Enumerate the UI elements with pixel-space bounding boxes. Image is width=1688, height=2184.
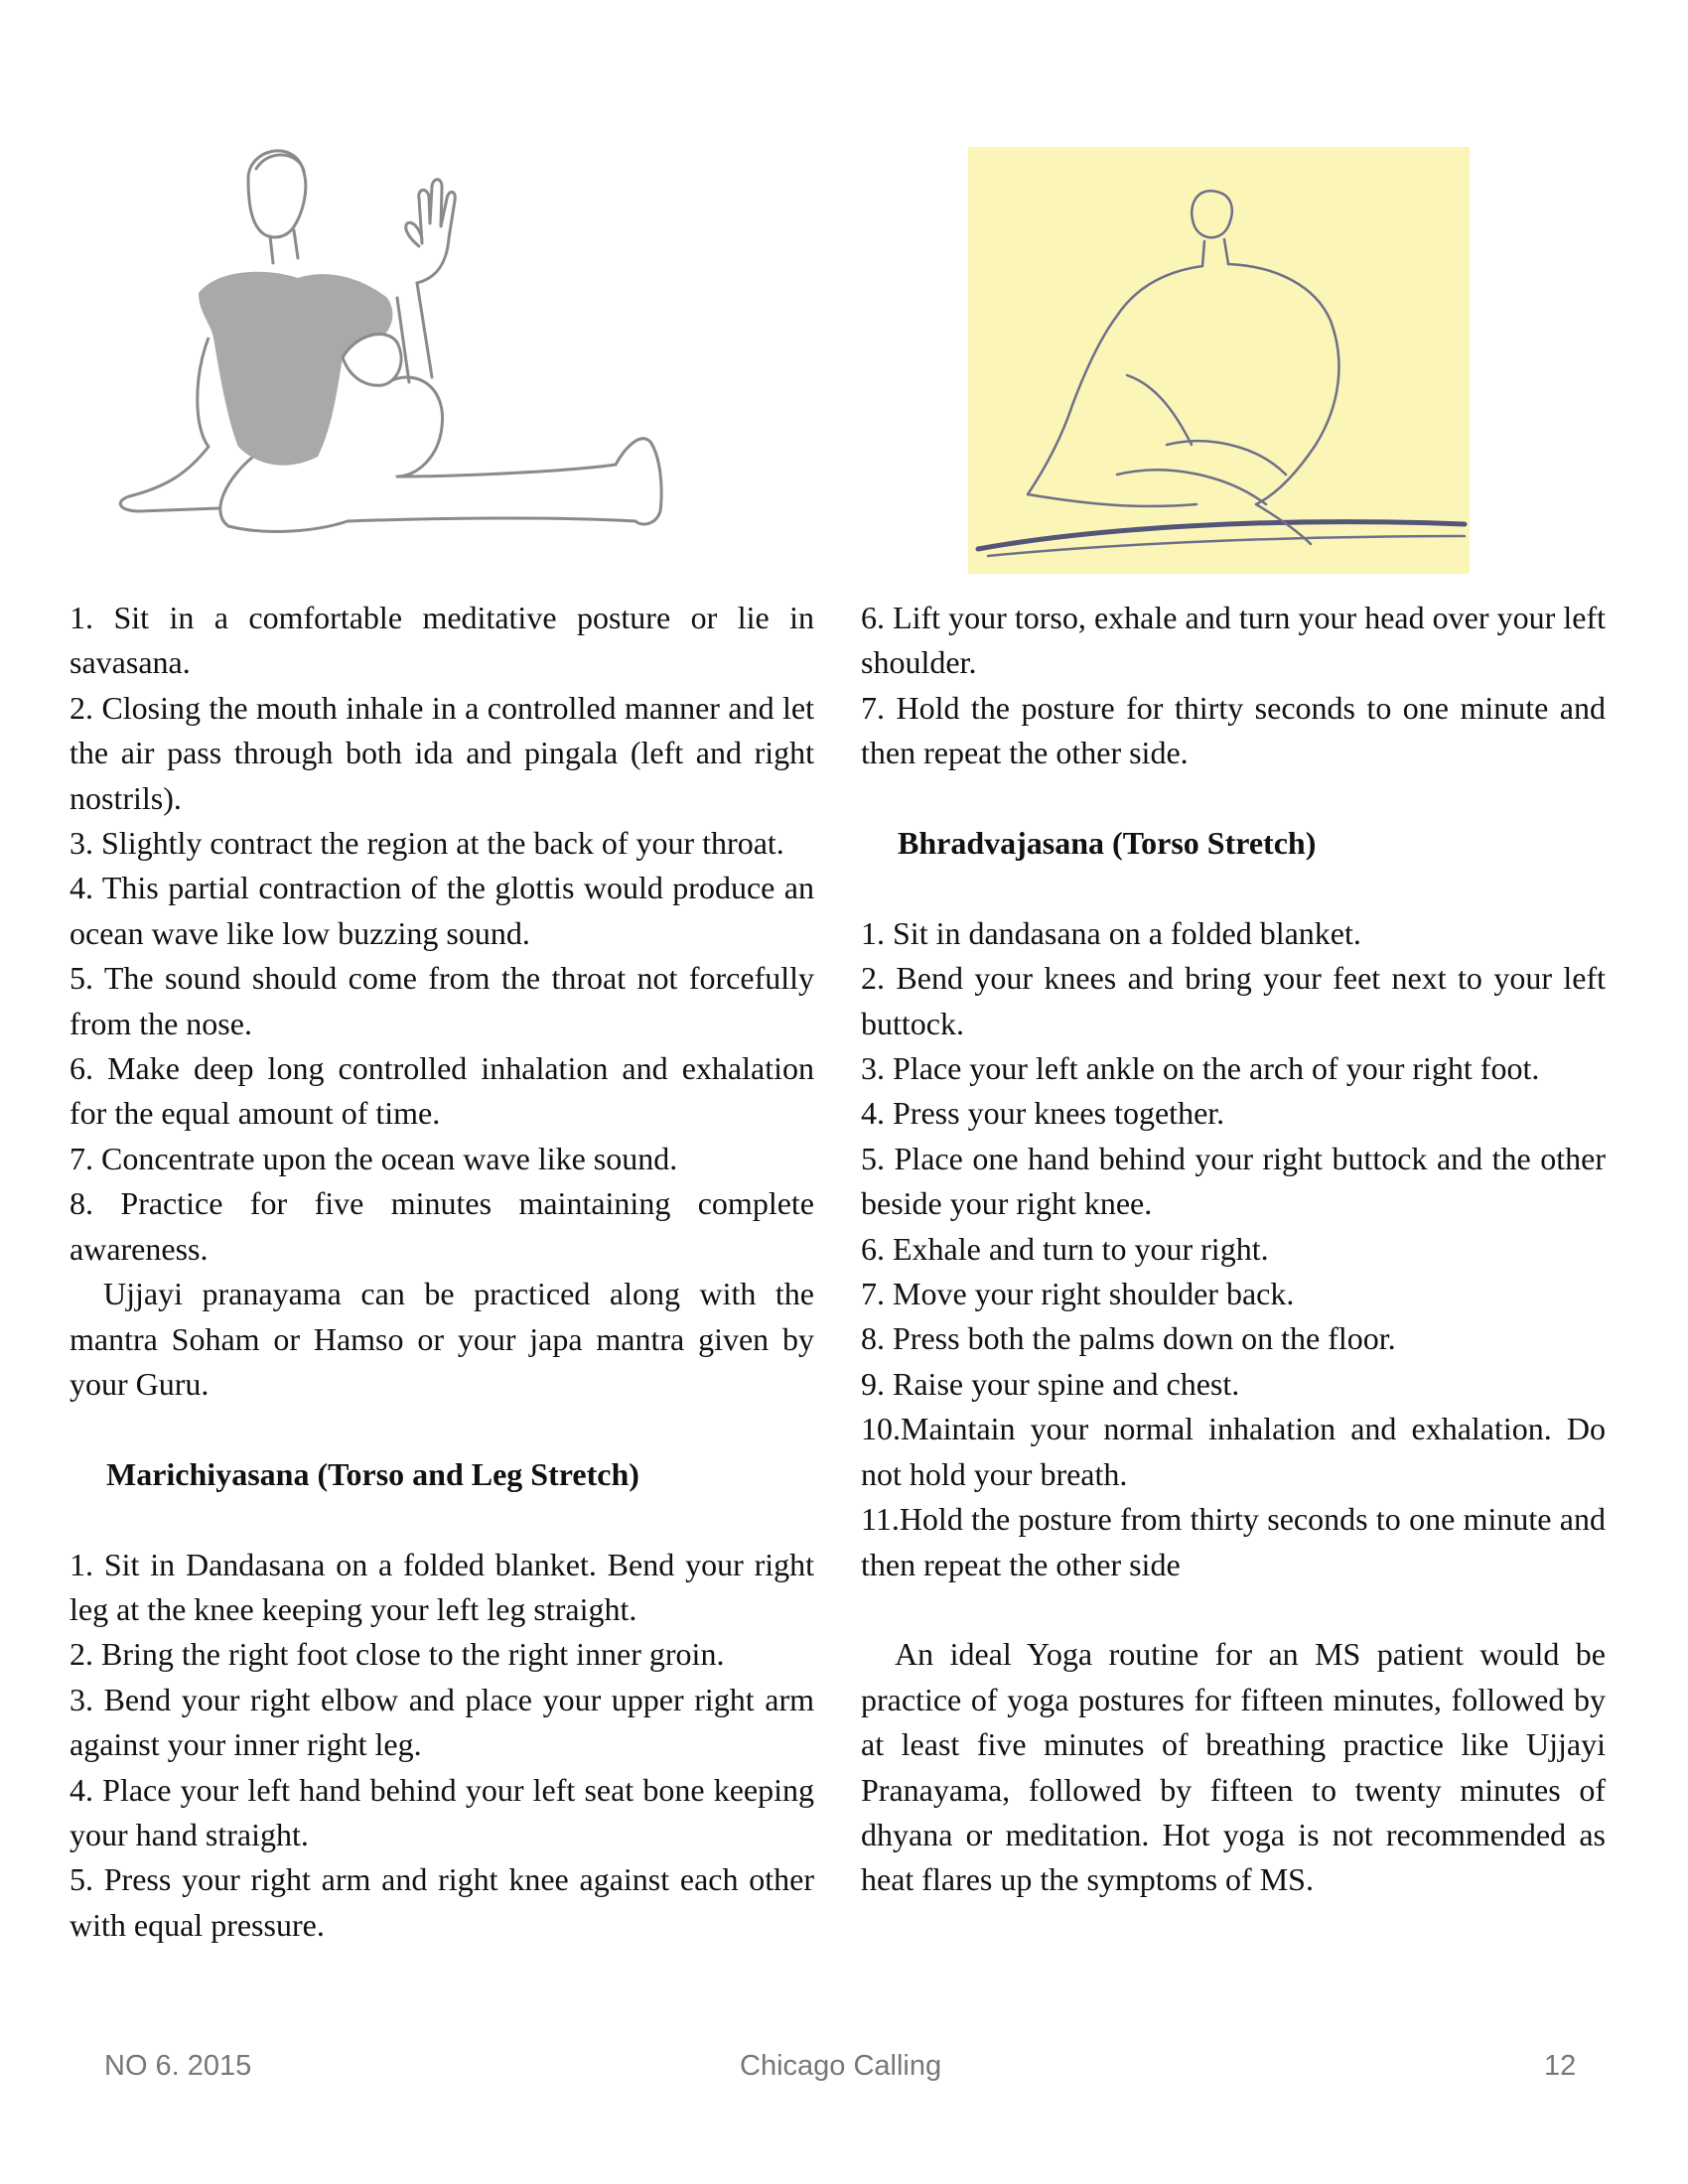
step-item: 7. Concentrate upon the ocean wave like sound. bbox=[70, 1140, 678, 1176]
seated-twist-sketch-icon bbox=[968, 147, 1470, 574]
step-item: 5. Place one hand behind your right buttock and the other beside your right knee. bbox=[861, 1140, 1606, 1222]
step-item: 2. Closing the mouth inhale in a controlled manner and let the air pass through both ida and pingala (left and right nostrils). bbox=[70, 689, 814, 816]
step-item: 7. Hold the posture for thirty seconds to one minute and then repeat the other side. bbox=[861, 689, 1606, 771]
step-item: 4. This partial contraction of the glottis would produce an ocean wave like low buzzing sound. bbox=[70, 870, 814, 951]
step-item: 3. Place your left ankle on the arch of your right foot. bbox=[861, 1050, 1540, 1087]
left-column bbox=[70, 596, 814, 1948]
footer-page-number: 12 bbox=[1544, 2050, 1577, 2082]
step-item: 1. Sit in Dandasana on a folded blanket. Bend your right leg at the knee keeping your left leg straight. bbox=[70, 1546, 814, 1627]
marichiyasana-heading: Marichiyasana (Torso and Leg Stretch) bbox=[106, 1455, 639, 1492]
footer-publication-title: Chicago Calling bbox=[740, 2050, 942, 2082]
marichiyasana-figure bbox=[99, 129, 695, 546]
closing-paragraph: An ideal Yoga routine for an MS patient would be practice of yoga postures for fifteen minutes, followed by at least five minutes of breathing practice like Ujjayi Pranayama, followed by fifteen to twenty minutes of dhyana or meditation. Hot yoga is not recommended as heat flares up the symptoms of MS. bbox=[861, 1636, 1606, 1898]
right-column bbox=[861, 596, 1606, 1903]
step-item: 8. Practice for five minutes maintaining complete awareness. bbox=[70, 1185, 814, 1267]
step-item: 6. Make deep long controlled inhalation and exhalation for the equal amount of time. bbox=[70, 1050, 814, 1132]
bhradvajasana-heading: Bhradvajasana (Torso Stretch) bbox=[898, 825, 1317, 862]
step-item: 11.Hold the posture from thirty seconds to one minute and then repeat the other side bbox=[861, 1501, 1606, 1582]
step-item: 6. Exhale and turn to your right. bbox=[861, 1230, 1269, 1267]
step-item: 5. The sound should come from the throat not forcefully from the nose. bbox=[70, 960, 814, 1041]
step-item: 3. Slightly contract the region at the back of your throat. bbox=[70, 825, 784, 862]
ujjayi-note: Ujjayi pranayama can be practiced along with the mantra Soham or Hamso or your japa mantra given by your Guru. bbox=[70, 1276, 814, 1402]
footer-issue: NO 6. 2015 bbox=[104, 2050, 252, 2082]
step-item: 8. Press both the palms down on the floor. bbox=[861, 1320, 1396, 1357]
step-item: 9. Raise your spine and chest. bbox=[861, 1365, 1240, 1402]
step-item: 1. Sit in dandasana on a folded blanket. bbox=[861, 914, 1361, 951]
step-item: 2. Bend your knees and bring your feet next to your left buttock. bbox=[861, 960, 1606, 1041]
seated-twist-illustration-icon bbox=[99, 129, 695, 546]
step-item: 4. Place your left hand behind your left seat bone keeping your hand straight. bbox=[70, 1771, 814, 1852]
step-item: 4. Press your knees together. bbox=[861, 1095, 1225, 1132]
step-item: 10.Maintain your normal inhalation and exhalation. Do not hold your breath. bbox=[861, 1411, 1606, 1492]
step-item: 1. Sit in a comfortable meditative posture or lie in savasana. bbox=[70, 600, 814, 681]
step-item: 2. Bring the right foot close to the right inner groin. bbox=[70, 1636, 725, 1673]
step-item: 5. Press your right arm and right knee against each other with equal pressure. bbox=[70, 1861, 814, 1943]
step-item: 3. Bend your right elbow and place your upper right arm against your inner right leg. bbox=[70, 1681, 814, 1763]
step-item: 7. Move your right shoulder back. bbox=[861, 1276, 1295, 1312]
bhradvajasana-figure bbox=[968, 147, 1470, 574]
step-item: 6. Lift your torso, exhale and turn your head over your left shoulder. bbox=[861, 600, 1606, 681]
